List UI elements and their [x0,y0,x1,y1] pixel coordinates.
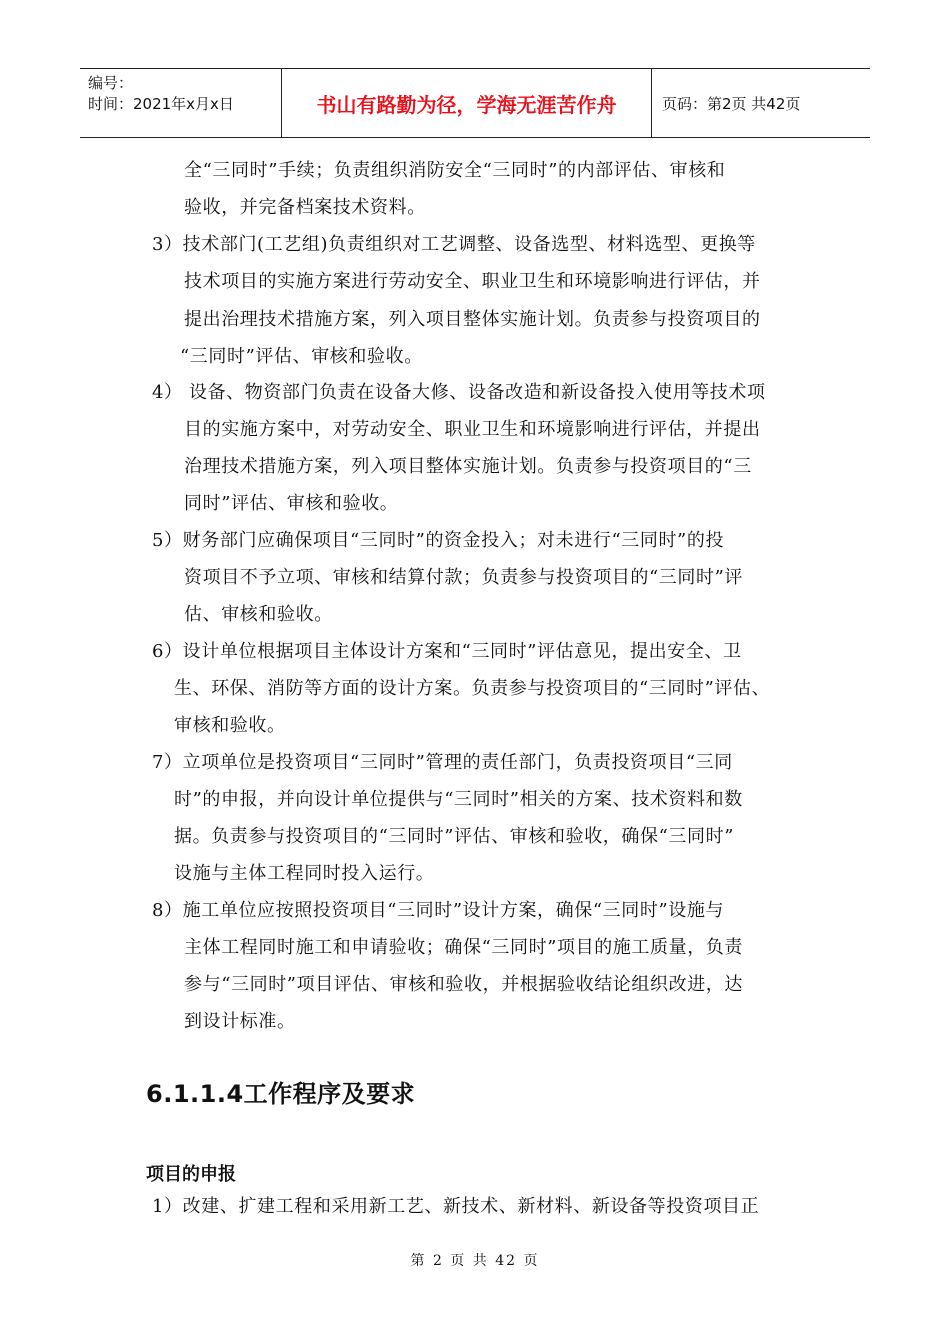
page-footer: 第 2 页 共 42 页 [410,1253,540,1269]
text-line: 参与“三同时”项目评估、审核和验收，并根据验收结论组织改进，达 [184,974,744,995]
text-line: 设施与主体工程同时投入运行。 [174,863,435,884]
text-line: 据。负责参与投资项目的“三同时”评估、审核和验收，确保“三同时” [174,826,735,847]
text-line: 主体工程同时施工和申请验收；确保“三同时”项目的施工质量，负责 [184,937,744,958]
text-line: 全“三同时”手续；负责组织消防安全“三同时”的内部评估、审核和 [184,160,726,181]
text-line: 目的实施方案中，对劳动安全、职业卫生和环境影响进行评估，并提出 [184,419,761,440]
header-number: 编号： [88,74,134,92]
text-line: 治理技术措施方案，列入项目整体实施计划。负责参与投资项目的“三 [184,456,752,477]
header-page-info: 页码：第2页 共42页 [662,94,801,113]
text-line: 验收，并完备档案技术资料。 [184,197,426,218]
text-line: 提出治理技术措施方案，列入项目整体实施计划。负责参与投资项目的 [184,309,761,330]
text-line: 技术项目的实施方案进行劳动安全、职业卫生和环境影响进行评估，并 [184,271,761,292]
text-line: 审核和验收。 [174,715,286,736]
text-line: 同时”评估、审核和验收。 [184,493,399,514]
text-line: 4） 设备、物资部门负责在设备大修、设备改造和新设备投入使用等技术项 [152,382,766,403]
text-line: 7）立项单位是投资项目“三同时”管理的责任部门，负责投资项目“三同 [152,752,733,773]
header-meta [80,69,282,137]
text-line: 时”的申报，并向设计单位提供与“三同时”相关的方案、技术资料和数 [174,789,743,810]
text-line: “三同时”评估、审核和验收。 [180,346,423,367]
text-line: 5）财务部门应确保项目“三同时”的资金投入；对未进行“三同时”的投 [152,530,725,551]
section-heading: 6.1.1.4工作程序及要求 [146,1080,416,1108]
text-line: 估、审核和验收。 [184,604,333,625]
text-line: 3）技术部门(工艺组)负责组织对工艺调整、设备选型、材料选型、更换等 [152,234,756,255]
text-line: 8）施工单位应按照投资项目“三同时”设计方案，确保“三同时”设施与 [152,900,725,921]
header-date: 时间：2021年x月x日 [88,95,234,113]
document-header [80,68,870,138]
sub-heading: 项目的申报 [146,1164,236,1185]
text-line: 6）设计单位根据项目主体设计方案和“三同时”评估意见，提出安全、卫 [152,641,742,662]
text-line: 到设计标准。 [184,1011,296,1032]
text-line: 生、环保、消防等方面的设计方案。负责参与投资项目的“三同时”评估、 [174,678,771,699]
text-line: 资项目不予立项、审核和结算付款；负责参与投资项目的“三同时”评 [184,567,744,588]
header-motto: 书山有路勤为径，学海无涯苦作舟 [282,69,652,137]
text-line-last: 1）改建、扩建工程和采用新工艺、新技术、新材料、新设备等投资项目正 [152,1196,760,1217]
